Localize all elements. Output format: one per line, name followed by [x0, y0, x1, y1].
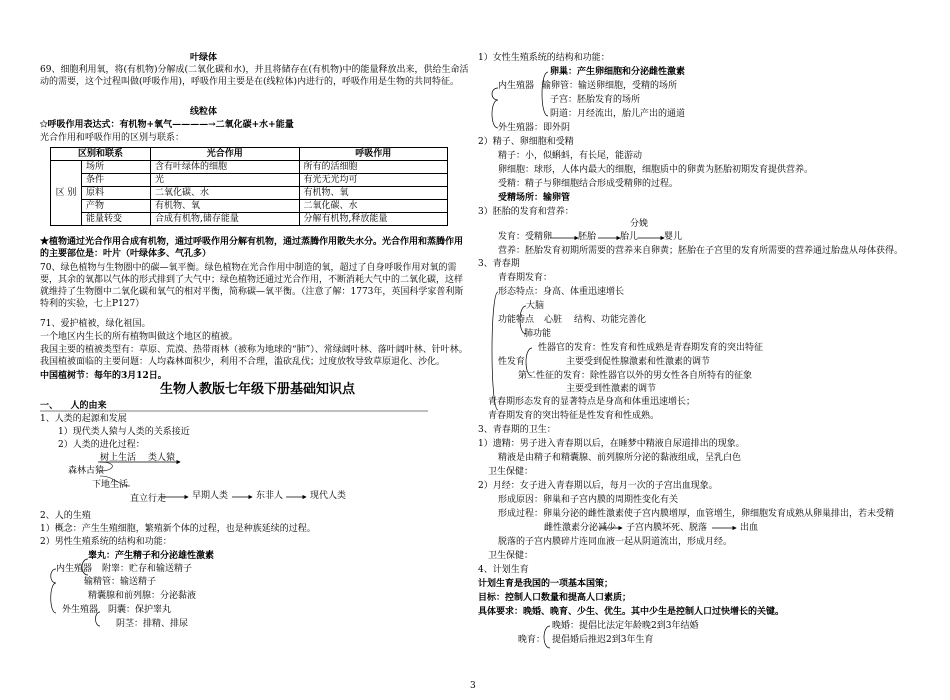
- table-header: 呼吸作用: [299, 148, 448, 161]
- table-cell: 有光无光均可: [299, 174, 448, 187]
- vegetation-definition: 一个地区内生长的所有植物叫做这个地区的植被。: [40, 332, 239, 342]
- menstruation-cause: 形成原因：卵巢和子宫内膜的周期性变化有关: [498, 495, 679, 505]
- table-cell: 二氧化碳、水: [151, 187, 300, 200]
- item-70: 70、绿色植物与生物圈中的碳—氧平衡。绿色植物在光合作用中制造的氧，超过了自身呼吸作用对氧的需要，其余的氧都以气体的形式排到了大气中；绿色植物还通过光合作用，不断消耗大气中的二氧化碳，这样就维持了生物圈中二氧化碳和氧气的相对平衡，简称碳—氧平衡。（注意了解：1773年，英国科学家普利斯特利的实验，七上P127）: [40, 263, 464, 309]
- table-cell: 条件: [82, 174, 151, 187]
- table-cell: 分解有机物,释放能量: [299, 213, 448, 226]
- semen: 精液是由精子和精囊腺、前列腺所分泌的黏液组成，呈乳白色: [498, 453, 742, 463]
- sex-organ-development: 性器官的发育：性发育和性成熟是青春期发育的突出特征: [538, 343, 764, 353]
- sperm: 精子：小，似蝌蚪，有长尾，能游动: [498, 151, 643, 161]
- mitochondria-heading: 线粒体: [190, 107, 218, 117]
- female-internal-label: 内生殖器: [498, 81, 535, 91]
- childbirth-label: 分娩: [630, 219, 649, 229]
- male-internal-brace: [51, 569, 56, 613]
- table-header: 区别和联系: [51, 148, 151, 161]
- male-external-label: 外生殖器: [62, 605, 99, 615]
- comparison-table: [50, 147, 448, 226]
- development-fetus: 胎儿: [620, 232, 639, 242]
- secondary-sex-characteristics: 第二性征的发育：除性器官以外的男女性各自所特有的征象: [518, 371, 753, 381]
- book-title: 生物人教版七年级下册基础知识点: [160, 382, 356, 397]
- sperm-egg-heading: 2）精子、卵细胞和受精: [478, 137, 574, 147]
- item-71: 71、爱护植被，绿化祖国。: [40, 319, 151, 329]
- hygiene-care-1: 卫生保健：: [488, 467, 534, 477]
- evo-modern-humans: 现代人类: [310, 491, 347, 501]
- female-ovary: 卵巢：产生卵细胞和分泌雌性激素: [550, 67, 686, 77]
- table-row: [51, 174, 448, 187]
- egg-cell: 卵细胞：球形，人体内最大的细胞，细胞质中的卵黄为胚胎初期发育提供营养。: [498, 165, 814, 175]
- table-header-row: [51, 148, 448, 161]
- wet-dream-text: 1）遗精：男子进入青春期以后，在睡梦中精液自尿道排出的现象。: [478, 439, 745, 449]
- table-cell: 场所: [82, 161, 151, 174]
- male-glands: 精囊腺和前列腺：分泌黏液: [88, 591, 197, 601]
- evo-upright: 直立行走: [130, 494, 167, 504]
- item-69: 69、细胞利用氧，将(有机物)分解成(二氧化碳和水)，并且将储存在(有机物)中的能量释放出来，供给生命活动的需要，这个过程叫做(呼吸作用)，呼吸作用主要是在(线粒体)内进行的，呼吸作用是生物的共同特征。: [40, 65, 469, 87]
- fertilization-site: 受精场所：输卵管: [498, 193, 571, 203]
- evo-early-humans: 早期人类: [192, 491, 229, 501]
- sex-organ-regulation: 主要受到促性腺激素和性激素的调节: [566, 357, 711, 367]
- family-planning-policy: 计划生育是我国的一项基本国策；: [478, 579, 614, 589]
- evo-east-africans: 东非人: [256, 491, 284, 501]
- origin-heading: 1、人类的起源和发展: [40, 414, 127, 424]
- origin-point-2: 2）人类的进化过程：: [58, 440, 145, 450]
- female-vagina: 阴道：月经流出，胎儿产出的通道: [550, 109, 686, 119]
- late-birth: 提倡婚后推迟2到3年生育: [552, 635, 654, 645]
- table-cell: 所有的活细胞: [299, 161, 448, 174]
- hygiene-heading: 3、青春期的卫生：: [478, 425, 556, 435]
- family-planning-requirements: 具体要求：晚婚、晚育、少生、优生。其中少生是控制人口过快增长的关键。: [478, 607, 785, 617]
- embryo-heading: 3）胚胎的发育和营养：: [478, 207, 574, 217]
- table-header: 光合作用: [151, 148, 300, 161]
- evo-forest-ape: 森林古猿: [68, 466, 105, 476]
- male-internal-label: 内生殖器: [56, 564, 93, 574]
- menstruation: 2）月经：女子进入青春期以后，每月一次的子宫出血现象。: [478, 481, 718, 491]
- menstruation-shed: 脱落的子宫内膜碎片连同血液一起从阴道流出，形成月经。: [498, 537, 733, 547]
- male-testis: 睾丸：产生精子和分泌雄性激素: [88, 551, 215, 561]
- table-cell: 有机物、氧: [299, 187, 448, 200]
- function-rest: 结构、功能完善化: [574, 315, 647, 325]
- section-heading: 一、 人的由来: [40, 401, 107, 411]
- female-oviduct: 输卵管：输送卵细胞，受精的场所: [542, 81, 678, 91]
- menstruation-process: 形成过程：卵巢分泌的雌性激素使子宫内膜增厚，血管增生，卵细胞发育成熟从卵巢排出，若未受精: [498, 509, 895, 519]
- puberty-feature-note: 青春期发育的突出特征是性发育和性成熟。: [488, 411, 660, 421]
- reproduction-heading: 2、人的生殖: [40, 511, 91, 521]
- table-row: [51, 187, 448, 200]
- heart: 心脏: [544, 315, 563, 325]
- male-system-heading: 2）男性生殖系统的结构和功能：: [40, 537, 172, 547]
- puberty-development: 青春期发育：: [498, 273, 553, 283]
- wet-dream: [478, 438, 745, 450]
- menstruation-step-3: 出血: [740, 523, 759, 533]
- development-baby: 婴儿: [664, 232, 683, 242]
- late-marriage: 晚婚：提倡比法定年龄晚2到3年结婚: [552, 621, 699, 631]
- page-number: 3: [470, 681, 476, 691]
- function-label: 功能特点: [498, 315, 535, 325]
- puberty-heading: 3、青春期: [478, 259, 520, 269]
- evo-ground-life: 下地生活: [92, 480, 129, 490]
- reproduction-concept: 1）概念：产生生殖细胞，繁殖新个体的过程，也是种族延续的过程。: [40, 524, 316, 534]
- male-vas-deferens: 输精管：输送精子: [84, 577, 157, 587]
- menstruation-step-2: 子宫内膜坏死、脱落: [626, 523, 708, 533]
- origin-point-1: 1）现代类人猿与人类的关系接近: [58, 427, 190, 437]
- table-cell: 合成有机物,储存能量: [151, 213, 300, 226]
- sex-development-label: 性发育: [498, 357, 526, 367]
- female-external: 外生殖器：即外阴: [498, 123, 571, 133]
- puberty-brace: [492, 292, 498, 410]
- embryo-nutrition: 营养：胚胎发育初期所需要的营养来自卵黄；胚胎在子宫里的发育所需要的营养通过胎盘从母体获得。: [498, 246, 904, 256]
- female-system-heading: 1）女性生殖系统的结构和功能：: [478, 53, 610, 63]
- table-cell: 能量转变: [82, 213, 151, 226]
- puberty-morphology-note: 青春期形态发育的显著特点是身高和体重迅速增长；: [488, 397, 696, 407]
- menstruation-step-1: 雌性激素分泌减少: [544, 523, 617, 533]
- table-cell: 含有叶绿体的细胞: [151, 161, 300, 174]
- hygiene-care-2: 卫生保健：: [488, 551, 534, 561]
- evo-apes: 类人猿: [148, 453, 176, 463]
- table-cell: 产物: [82, 200, 151, 213]
- chloroplast-heading: 叶绿体: [190, 53, 218, 63]
- female-organ-brace: [542, 72, 548, 116]
- male-scrotum: 阴囊：保护睾丸: [108, 605, 172, 615]
- china-vegetation: 我国主要的植被类型有：草原、荒漠、热带雨林（被称为地球的“肺”）、常绿阔叶林、落叶阔叶林、针叶林。我国植被面临的主要问题：人均森林面积少，利用不合理，滥砍乱伐；过度放牧导致草原退化、沙化。: [40, 345, 468, 367]
- table-row: [51, 161, 448, 174]
- arbor-day: 中国植树节：每年的3月12日。: [40, 371, 167, 381]
- family-planning-goal: 目标：控制人口数量和提高人口素质；: [478, 593, 632, 603]
- respiration-formula: ✩呼吸作用表达式：有机物+氧气————→二氧化碳+水+能量: [40, 120, 294, 130]
- star-note: ★植物通过光合作用合成有机物，通过呼吸作用分解有机物，通过蒸腾作用散失水分。光合作用和蒸腾作用的主要部位是：叶片（叶绿体多、气孔多）: [40, 237, 464, 259]
- table-cell: 原料: [82, 187, 151, 200]
- secondary-sex-regulation: 主要受到性激素的调节: [566, 384, 657, 394]
- evo-tree-life: 树上生活: [100, 453, 137, 463]
- comparison-intro: 光合作用和呼吸作用的区别与联系：: [40, 133, 185, 143]
- late-birth-label: 晚育：: [518, 635, 546, 645]
- development-label: 发育：受精卵: [498, 232, 553, 242]
- morphology: 形态特点：身高、体重迅速增长: [498, 287, 625, 297]
- fertilization: 受精：精子与卵细胞结合形成受精卵的过程。: [498, 179, 679, 189]
- development-embryo: 胚胎: [578, 232, 597, 242]
- female-uterus: 子宫：胚胎发育的场所: [550, 95, 641, 105]
- table-row: [51, 200, 448, 213]
- male-penis: 阴茎：排精、排尿: [116, 619, 189, 629]
- table-group-cell: 区 别: [51, 161, 82, 226]
- table-row: [51, 213, 448, 226]
- table-cell: 光: [151, 174, 300, 187]
- male-epididymis: 附睾：贮存和输送精子: [102, 564, 193, 574]
- table-cell: 有机物、氧: [151, 200, 300, 213]
- family-planning-heading: 4、计划生育: [478, 565, 529, 575]
- brain: 大脑: [526, 301, 545, 311]
- table-cell: 二氧化碳、水: [299, 200, 448, 213]
- lung: 肺功能: [524, 329, 552, 339]
